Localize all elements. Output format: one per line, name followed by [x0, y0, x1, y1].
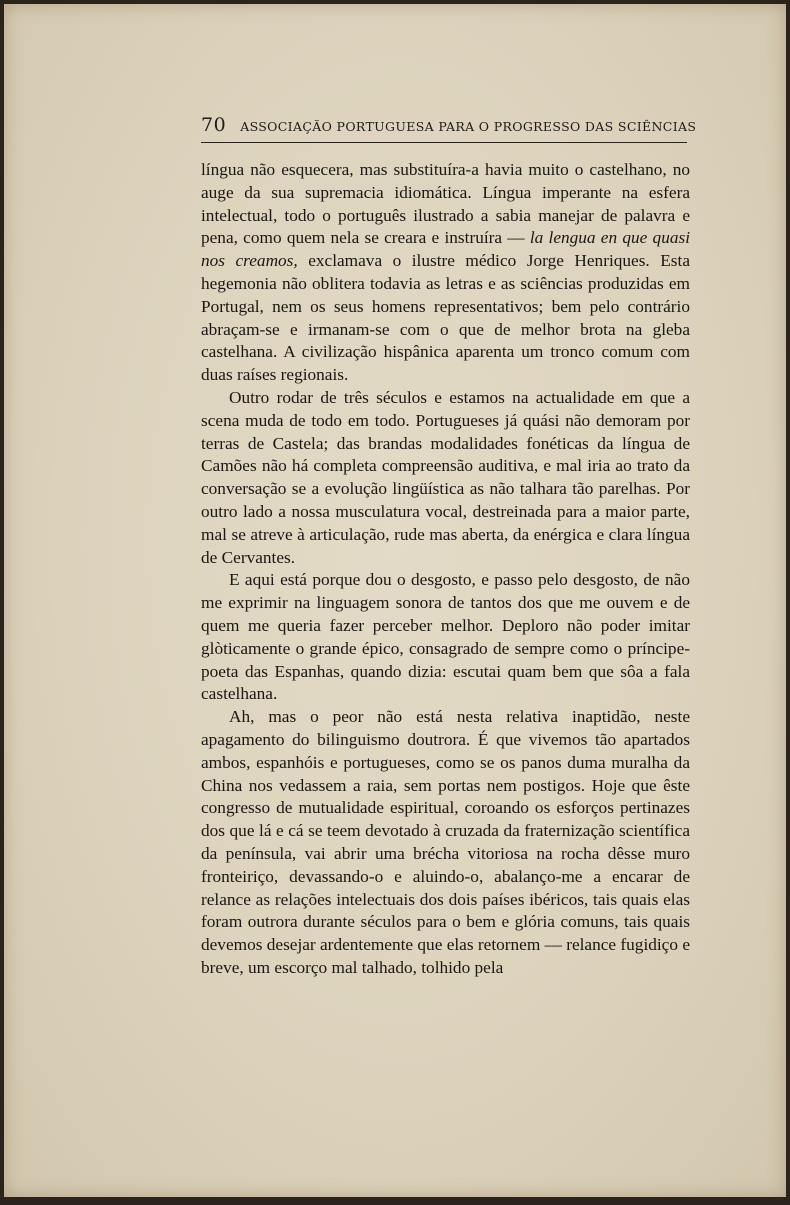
paragraph-1-part-a: língua não esquecera, mas substituíra-a havia muito o castelhano, no auge da sua supremacia idiomática. Língua imperante na esfera intelectual, todo o português ilustrado a sabia manejar de palavra e pena, como quem nela se creara e instruíra — [201, 160, 690, 248]
paragraph-1-part-b: exclamava o ilustre médico Jorge Henriques. Esta hegemonia não oblitera todavia as letras e as sciências produzidas em Portugal, nem os seus homens representativos; bem pelo contrário abraçam-se e irmanam-se com o que de melhor brota na gleba castelhana. A civilização hispânica aparenta um tronco comum com duas raíses regionais. [201, 251, 690, 385]
paragraph-2: Outro rodar de três séculos e estamos na actualidade em que a scena muda de todo em todo. Portugueses já quási não demoram por terras de Castela; das brandas modalidades fonéticas da língua de Camões não há completa compreensão auditiva, e mal iria ao trato da conversação se a evolução lingüística as não talhara tão parelhas. Por outro lado a nossa musculatura vocal, destreinada para a maior parte, mal se atreve à articulação, rude mas aberta, da enérgica e clara língua de Cervantes. [201, 387, 690, 567]
header-rule [201, 142, 687, 143]
paragraph-3: E aqui está porque dou o desgosto, e passo pelo desgosto, de não me exprimir na linguagem sonora de tantos dos que me ouvem e de quem me queria fazer perceber melhor. Deploro não poder imitar glòticamente o grande épico, consagrado de sempre como o príncipe-poeta das Espanhas, quando dizia: escutai quam bem que sôa a fala castelhana. [201, 570, 690, 704]
body-text [201, 159, 690, 980]
running-title: ASSOCIAÇÃO PORTUGUESA PARA O PROGRESSO DAS SCIÊNCIAS [240, 119, 697, 134]
spanish-quote: la lengua en que quasi nos creamos, [201, 228, 691, 271]
book-page [4, 4, 786, 1197]
paragraph-1 [201, 159, 690, 387]
page-header [201, 114, 697, 143]
page-number: 70 [201, 114, 227, 136]
header-line [201, 114, 697, 136]
paragraph-4: Ah, mas o peor não está nesta relativa inaptidão, neste apagamento do bilinguismo doutrora. É que vivemos tão apartados ambos, espanhóis e portugueses, como se os panos duma muralha da China nos vedassem a raia, sem portas nem postigos. Hoje que êste congresso de mutualidade espiritual, coroando os esforços pertinazes dos que lá e cá se teem devotado à cruzada da fraternização scientífica da península, vai abrir uma brécha vitoriosa na rocha dêsse muro fronteiriço, devassando-o e aluindo-o, abalanço-me a encarar de relance as relações intelectuais dos dois países ibéricos, tais quais elas foram outrora durante séculos para o bem e glória comuns, tais quais devemos desejar ardentemente que elas retornem — relance fugidiço e breve, um escorço mal talhado, tolhido pela [201, 707, 690, 977]
